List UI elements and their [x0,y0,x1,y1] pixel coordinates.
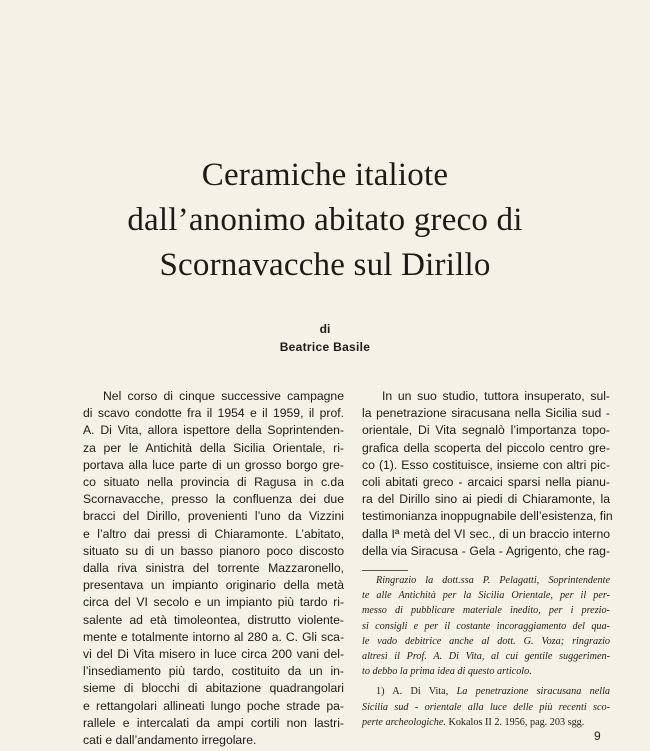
body-line: cati e dall’andamento irregolare. [83,733,257,748]
body-line: A. Di Vita, allora ispettore della Soprintenden- [83,423,344,438]
body-line: sieme di blocchi di abitazione quadrangolari [83,681,344,696]
body-line: In un suo studio, tuttora insuperato, sul- [382,389,610,403]
body-line: ra del Dirillo sino ai piedi di Chiaramonte, la [362,492,610,507]
footnotes [362,573,610,730]
body-line: l’insediamento più tardo, costituito da un in- [83,664,344,679]
body-line: della via Siracusa - Gela - Agrigento, che rag- [362,543,610,558]
body-line: coli abitati greco - arcaici sparsi nella pianu- [362,475,610,490]
body-line: testimonianza inoppugnabile dell’esistenza, fin [362,509,613,524]
byline-di: di [319,322,331,336]
footnote-line: altresì il Prof. A. Di Vita, al cui gentile suggerimen- [362,651,610,663]
footnote-line: te alle Antichità per la Sicilia Orientale, per il per- [362,590,610,602]
body-line: portava alla luce parte di un grosso borgo gre- [83,457,344,472]
body-line: rallele e intercalati da ampi cortili non lastri- [83,715,344,730]
body-line: presentava un impianto originario della metà [83,578,344,593]
body-line: co situato nella provincia di Ragusa in c.da [83,475,344,490]
footnote-1 [362,684,610,730]
footnote-rule [362,570,408,571]
title-line-2: dall’anonimo abitato greco di [127,202,523,238]
title-line-3: Scornavacche sul Dirillo [159,247,491,283]
body-line: situato su di un basso pianoro poco discosto [83,543,344,558]
body-line: dalla Iª metà del VI sec., di un braccio interno [362,526,610,541]
citation-title: La penetrazione siracusana nella [456,686,610,698]
footnote-line: Sicilia sud - orientale alla luce delle più recenti sco- [362,701,610,713]
body-line: la penetrazione siracusana nella Sicilia sud - [362,406,610,421]
body-column-right [362,388,613,560]
body-line: e l’altro dai pressi di Chiaramonte. L’abitato, [83,526,344,541]
body-line: grafica della scoperta del piccolo centro gre- [362,440,610,455]
body-line: Scornavacche, presso la confluenza dei due [83,492,344,507]
footnote-line: messo di pubblicare materiale inedito, per i prezio- [362,605,610,617]
body-line: co (1). Esso costituisce, insieme con altri pic- [362,457,610,472]
body-line: e rettangolari allineati lungo poche strade pa- [83,698,344,713]
footnote-line: to debbo la prima idea di questo articolo. [362,666,532,678]
body-line: di scavo condotte fra il 1954 e il 1959, il prof. [83,406,344,421]
page-number: 9 [594,729,601,743]
footnote-line: 1) A. Di Vita, La penetrazione siracusana nella [376,686,610,698]
title-line-1: Ceramiche italiote [201,157,449,193]
body-column-left [83,388,344,749]
article-title [0,153,650,288]
body-line: za per le Antichità della Sicilia Orientale, ri- [83,440,344,455]
citation-title-end: perte archeologiche. [362,716,449,728]
body-line: dalla riva sinistra del torrente Mazzaronello, [83,561,344,576]
body-line: circa del VI secolo e un impianto più tardo ri- [83,595,344,610]
body-line: salente ad età timoleontea, distrutto violente- [83,612,344,627]
body-line: orientale, Di Vita segnalò l’importanza topo- [362,423,610,438]
footnote-line: perte archeologiche. Kokalos II 2. 1956, pag. 203 sgg. [362,716,585,728]
footnote-line: Ringrazio la dott.ssa P. Pelagatti, Soprintendente [376,575,610,586]
footnote-line: le vado debitrice anche al dott. G. Voza; ringrazio [362,635,610,647]
body-line: bracci del Dirillo, provenienti l’uno da Vizzini [83,509,344,524]
author-name: Beatrice Basile [279,340,371,354]
body-line: Nel corso di cinque successive campagne [103,389,344,403]
body-line: mente e totalmente intorno al 280 a. C. Gli sca- [83,629,344,644]
footnote-line: si consigli e per il costante incoraggiamento del qua- [362,620,610,632]
footnote-acknowledgement [362,573,610,679]
body-line: vi del Di Vita misero in luce circa 200 vani del- [83,647,344,662]
